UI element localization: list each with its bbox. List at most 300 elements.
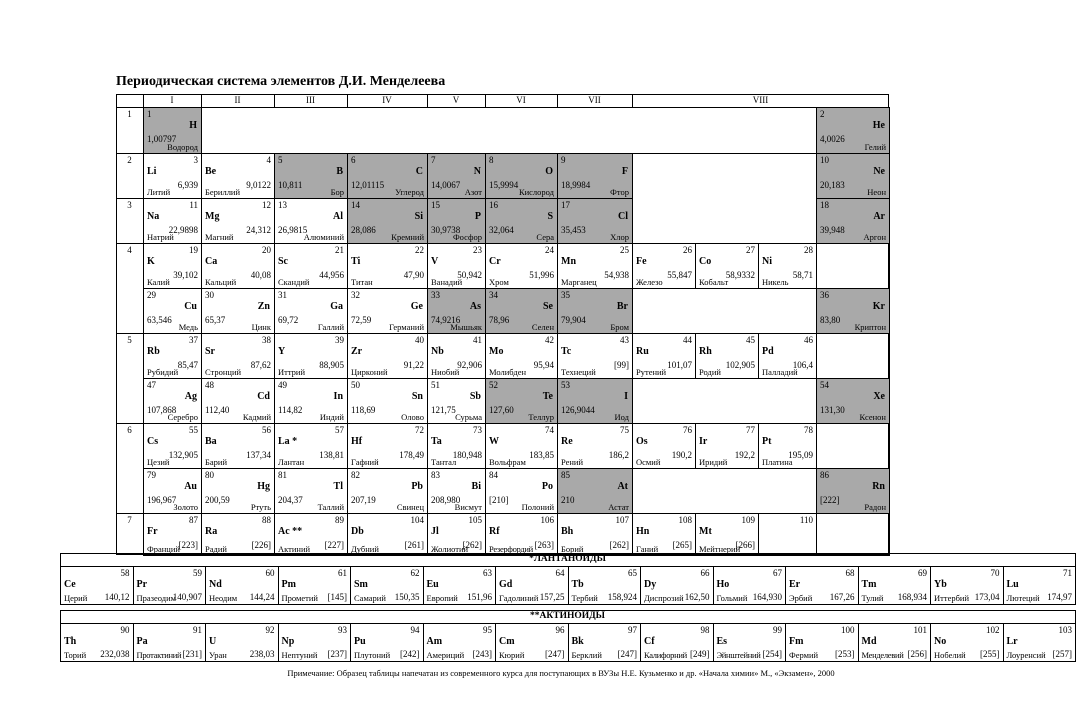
atomic-number: 92 bbox=[265, 625, 275, 635]
atomic-number: 28 bbox=[804, 245, 813, 255]
element-name: Сера bbox=[536, 232, 554, 242]
element-name: Индий bbox=[319, 412, 344, 422]
element-symbol: Cl bbox=[618, 211, 628, 222]
element-cell-db bbox=[347, 513, 428, 556]
atomic-mass: 174,97 bbox=[1047, 592, 1072, 602]
atomic-number: 55 bbox=[189, 425, 198, 435]
atomic-mass: 47,90 bbox=[403, 270, 424, 280]
f-element-sm bbox=[350, 566, 424, 605]
element-cell-be bbox=[201, 153, 275, 199]
element-cell-bh bbox=[557, 513, 633, 556]
element-name: Фтор bbox=[610, 187, 629, 197]
element-symbol: P bbox=[474, 211, 481, 222]
element-symbol: Mt bbox=[699, 526, 712, 537]
element-cell-mo bbox=[485, 333, 558, 379]
element-name: Празеодим bbox=[136, 593, 177, 603]
atomic-mass: [256] bbox=[907, 649, 927, 659]
atomic-number: 79 bbox=[147, 470, 156, 480]
element-symbol: Zn bbox=[257, 301, 270, 312]
atomic-number: 102 bbox=[986, 625, 1000, 635]
atomic-number: 34 bbox=[489, 290, 498, 300]
element-name: Америций bbox=[426, 650, 465, 660]
element-name: Барий bbox=[205, 457, 228, 467]
element-name: Франций bbox=[147, 544, 180, 554]
atomic-mass: [262] bbox=[462, 540, 482, 550]
element-symbol: Ir bbox=[699, 436, 708, 447]
element-cell-ba bbox=[201, 423, 275, 469]
atomic-number: 5 bbox=[278, 155, 283, 165]
element-name: Сурьма bbox=[455, 412, 482, 422]
element-symbol: Pa bbox=[136, 636, 148, 647]
element-symbol: Po bbox=[541, 481, 553, 492]
element-name: Эрбий bbox=[789, 593, 813, 603]
atomic-number: 50 bbox=[351, 380, 360, 390]
atomic-mass: 6,939 bbox=[177, 180, 198, 190]
atomic-number: 81 bbox=[278, 470, 287, 480]
atomic-number: 45 bbox=[746, 335, 755, 345]
element-symbol: Pd bbox=[762, 346, 774, 357]
element-symbol: Ag bbox=[184, 391, 197, 402]
element-symbol: Gd bbox=[499, 579, 513, 590]
element-symbol: Br bbox=[616, 301, 628, 312]
atomic-number: 88 bbox=[262, 515, 271, 525]
atomic-mass: 39,948 bbox=[820, 225, 845, 235]
atomic-mass: 192,2 bbox=[734, 450, 755, 460]
atomic-number: 8 bbox=[489, 155, 494, 165]
element-name: Фосфор bbox=[452, 232, 482, 242]
element-cell-he bbox=[816, 107, 890, 154]
period-number: 6 bbox=[127, 425, 132, 435]
element-symbol: W bbox=[489, 436, 499, 447]
atomic-mass: [226] bbox=[251, 540, 271, 550]
atomic-mass: 190,2 bbox=[671, 450, 692, 460]
element-symbol: No bbox=[934, 636, 947, 647]
element-cell-s bbox=[485, 198, 558, 244]
element-name: Натрий bbox=[147, 232, 174, 242]
element-symbol: Ru bbox=[636, 346, 649, 357]
atomic-number: 99 bbox=[773, 625, 782, 635]
element-name: Криптон bbox=[854, 322, 886, 332]
atomic-mass: 85,47 bbox=[177, 360, 198, 370]
atomic-mass: 208,980 bbox=[431, 495, 461, 505]
element-symbol: Te bbox=[542, 391, 553, 402]
element-name: Вольфрам bbox=[489, 457, 526, 467]
f-element-ho bbox=[713, 566, 787, 605]
atomic-number: 26 bbox=[683, 245, 692, 255]
atomic-number: 69 bbox=[918, 568, 927, 578]
atomic-mass: 79,904 bbox=[561, 315, 586, 325]
atomic-mass: 178,49 bbox=[399, 450, 424, 460]
element-symbol: Ce bbox=[64, 579, 76, 590]
element-symbol: Db bbox=[351, 526, 364, 537]
element-name: Ванадий bbox=[431, 277, 463, 287]
element-symbol: Au bbox=[184, 481, 197, 492]
element-symbol: Rb bbox=[147, 346, 160, 357]
element-symbol: Ba bbox=[205, 436, 217, 447]
atomic-number: 40 bbox=[415, 335, 424, 345]
element-name: Плутоний bbox=[354, 650, 391, 660]
element-cell-rh bbox=[695, 333, 759, 379]
atomic-number: 52 bbox=[489, 380, 498, 390]
element-name: Радий bbox=[205, 544, 227, 554]
atomic-mass: 10,811 bbox=[278, 180, 303, 190]
element-name: Свинец bbox=[396, 502, 424, 512]
atomic-number: 91 bbox=[193, 625, 202, 635]
atomic-mass: 137,34 bbox=[246, 450, 271, 460]
element-cell-at bbox=[557, 468, 633, 514]
element-cell-ni bbox=[758, 243, 817, 289]
atomic-number: 95 bbox=[483, 625, 492, 635]
empty-area-p6-viii bbox=[816, 423, 890, 469]
element-symbol: Cu bbox=[184, 301, 197, 312]
element-name: Европий bbox=[426, 593, 458, 603]
atomic-mass: 22,9898 bbox=[168, 225, 198, 235]
atomic-number: 10 bbox=[820, 155, 829, 165]
element-name: Актиний bbox=[278, 544, 311, 554]
atomic-number: 56 bbox=[262, 425, 271, 435]
period-number: 2 bbox=[127, 155, 132, 165]
f-element-er bbox=[785, 566, 859, 605]
element-name: Кислород bbox=[518, 187, 554, 197]
element-name: Водород bbox=[167, 142, 198, 152]
atomic-mass: 180,948 bbox=[452, 450, 482, 460]
element-symbol: Be bbox=[205, 166, 217, 177]
element-symbol: K bbox=[147, 256, 155, 267]
atomic-mass: 63,546 bbox=[147, 315, 172, 325]
element-cell-h bbox=[143, 107, 202, 154]
element-name: Кобальт bbox=[699, 277, 729, 287]
element-symbol: Ga bbox=[330, 301, 343, 312]
element-name: Углерод bbox=[395, 187, 424, 197]
atomic-mass: 12,01115 bbox=[351, 180, 385, 190]
element-symbol: Tl bbox=[333, 481, 343, 492]
group-header-divider bbox=[632, 94, 633, 107]
empty-area-p2-3 bbox=[632, 153, 817, 244]
group-header: VIII bbox=[752, 95, 769, 105]
element-symbol: Bk bbox=[571, 636, 584, 647]
atomic-number: 48 bbox=[205, 380, 214, 390]
atomic-number: 57 bbox=[335, 425, 344, 435]
atomic-mass: 112,40 bbox=[205, 405, 230, 415]
atomic-number: 101 bbox=[913, 625, 927, 635]
element-cell-p bbox=[427, 198, 486, 244]
element-name: Иттрий bbox=[278, 367, 306, 377]
element-name: Родий bbox=[699, 367, 721, 377]
atomic-mass: [231] bbox=[182, 649, 202, 659]
element-symbol: Lr bbox=[1006, 636, 1018, 647]
atomic-mass: 51,996 bbox=[529, 270, 554, 280]
element-name: Скандий bbox=[278, 277, 310, 287]
atomic-mass: 210 bbox=[561, 495, 575, 505]
element-cell-hf bbox=[347, 423, 428, 469]
atomic-number: 109 bbox=[741, 515, 755, 525]
element-symbol: As bbox=[469, 301, 481, 312]
element-cell-br bbox=[557, 288, 633, 334]
f-element-eu bbox=[423, 566, 497, 605]
atomic-mass: 9,0122 bbox=[246, 180, 271, 190]
empty-area-p4-viii bbox=[816, 243, 890, 289]
element-name: Самарий bbox=[354, 593, 386, 603]
element-symbol: Kr bbox=[872, 301, 885, 312]
atomic-mass: [223] bbox=[178, 540, 198, 550]
atomic-mass: 32,064 bbox=[489, 225, 514, 235]
group-header: III bbox=[306, 95, 315, 105]
atomic-number: 78 bbox=[804, 425, 813, 435]
atomic-number: 104 bbox=[410, 515, 424, 525]
element-cell-pb bbox=[347, 468, 428, 514]
element-cell-po bbox=[485, 468, 558, 514]
element-symbol: Os bbox=[636, 436, 648, 447]
f-element-bk bbox=[568, 623, 642, 662]
element-name: Церий bbox=[64, 593, 88, 603]
element-name: Серебро bbox=[167, 412, 198, 422]
atomic-mass: 50,942 bbox=[457, 270, 482, 280]
element-cell-hg bbox=[201, 468, 275, 514]
f-element-ce bbox=[60, 566, 134, 605]
atomic-mass: [247] bbox=[617, 649, 637, 659]
element-cell-al bbox=[274, 198, 348, 244]
group-header: I bbox=[170, 95, 174, 105]
element-symbol: Ti bbox=[351, 256, 361, 267]
atomic-number: 107 bbox=[615, 515, 629, 525]
element-symbol: Jl bbox=[431, 526, 439, 537]
element-cell-la bbox=[274, 423, 348, 469]
element-symbol: Es bbox=[716, 636, 728, 647]
element-name: Палладий bbox=[762, 367, 798, 377]
element-name: Ганий bbox=[636, 544, 659, 554]
atomic-mass: 140,12 bbox=[104, 592, 130, 602]
atomic-mass: 88,905 bbox=[319, 360, 344, 370]
atomic-number: 16 bbox=[489, 200, 498, 210]
element-cell-o bbox=[485, 153, 558, 199]
element-cell-kr bbox=[816, 288, 890, 334]
atomic-mass: 167,26 bbox=[829, 592, 855, 602]
element-cell-cs bbox=[143, 423, 202, 469]
element-cell-sc bbox=[274, 243, 348, 289]
atomic-number: 46 bbox=[804, 335, 813, 345]
f-block-label: *ЛАНТАНОИДЫ bbox=[529, 554, 606, 564]
element-symbol: Sm bbox=[354, 579, 368, 590]
atomic-number: 67 bbox=[773, 568, 782, 578]
element-symbol: U bbox=[209, 636, 217, 647]
element-symbol: Np bbox=[281, 636, 295, 647]
element-cell-pt bbox=[758, 423, 817, 469]
element-cell-ar bbox=[816, 198, 890, 244]
element-symbol: Th bbox=[64, 636, 77, 647]
f-element-pu bbox=[350, 623, 424, 662]
element-symbol: Se bbox=[543, 301, 553, 312]
atomic-number: 1 bbox=[147, 109, 152, 119]
element-name: Рубидий bbox=[147, 367, 179, 377]
element-cell-ti bbox=[347, 243, 428, 289]
element-name: Никель bbox=[762, 277, 789, 287]
element-symbol: Pt bbox=[762, 436, 772, 447]
element-name: Иттербий bbox=[934, 593, 970, 603]
element-name: Висмут bbox=[454, 502, 482, 512]
atomic-mass: [227] bbox=[324, 540, 344, 550]
atomic-number: 83 bbox=[431, 470, 440, 480]
element-name: Магний bbox=[205, 232, 234, 242]
atomic-mass: [249] bbox=[690, 649, 710, 659]
element-cell-re bbox=[557, 423, 633, 469]
element-name: Селен bbox=[531, 322, 554, 332]
element-name: Нептуний bbox=[281, 650, 318, 660]
atomic-mass: 39,102 bbox=[173, 270, 198, 280]
atomic-number: 87 bbox=[189, 515, 198, 525]
atomic-number: 103 bbox=[1058, 625, 1072, 635]
element-symbol: Zr bbox=[351, 346, 363, 357]
element-symbol: Nb bbox=[431, 346, 444, 357]
atomic-mass: 132,905 bbox=[168, 450, 198, 460]
element-symbol: Re bbox=[561, 436, 573, 447]
atomic-number: 18 bbox=[820, 200, 829, 210]
atomic-mass: 121,75 bbox=[431, 405, 456, 415]
element-name: Хлор bbox=[610, 232, 629, 242]
element-name: Теллур bbox=[528, 412, 554, 422]
element-symbol: Fe bbox=[636, 256, 647, 267]
atomic-mass: 14,0067 bbox=[431, 180, 461, 190]
element-cell-na bbox=[143, 198, 202, 244]
atomic-mass: 44,956 bbox=[319, 270, 344, 280]
element-cell-cl bbox=[557, 198, 633, 244]
element-symbol: Md bbox=[861, 636, 877, 647]
element-symbol: Xe bbox=[873, 391, 885, 402]
atomic-number: 90 bbox=[120, 625, 130, 635]
element-symbol: Hn bbox=[636, 526, 650, 537]
atomic-number: 4 bbox=[266, 155, 271, 165]
element-symbol: Na bbox=[147, 211, 160, 222]
element-name: Бериллий bbox=[205, 187, 241, 197]
period-separator bbox=[116, 423, 143, 424]
period-number: 7 bbox=[127, 515, 132, 525]
element-name: Лоуренсий bbox=[1006, 650, 1046, 660]
atomic-number: 110 bbox=[799, 515, 813, 525]
atomic-mass: 24,312 bbox=[246, 225, 271, 235]
element-name: Кремний bbox=[391, 232, 424, 242]
f-element-dy bbox=[640, 566, 714, 605]
element-cell-ne bbox=[816, 153, 890, 199]
element-name: Торий bbox=[64, 650, 87, 660]
element-symbol: Cs bbox=[147, 436, 159, 447]
element-cell-ac bbox=[274, 513, 348, 556]
element-name: Кальций bbox=[205, 277, 237, 287]
atomic-mass: 168,934 bbox=[897, 592, 927, 602]
atomic-number: 63 bbox=[483, 568, 492, 578]
atomic-number: 23 bbox=[473, 245, 482, 255]
element-name: Уран bbox=[209, 650, 227, 660]
element-name: Цинк bbox=[251, 322, 271, 332]
element-name: Тулий bbox=[861, 593, 884, 603]
element-cell-ru bbox=[632, 333, 696, 379]
element-cell-c bbox=[347, 153, 428, 199]
element-name: Протактиний bbox=[136, 650, 182, 660]
period-number: 1 bbox=[127, 109, 132, 119]
atomic-mass: 83,80 bbox=[820, 315, 841, 325]
atomic-mass: [243] bbox=[472, 649, 492, 659]
element-symbol: Tb bbox=[571, 579, 584, 590]
element-cell-ir bbox=[695, 423, 759, 469]
group-header-divider bbox=[485, 94, 486, 107]
element-symbol: Hg bbox=[257, 481, 270, 492]
element-cell-cr bbox=[485, 243, 558, 289]
element-name: Диспрозий bbox=[644, 593, 684, 603]
element-symbol: I bbox=[624, 391, 628, 402]
atomic-mass: 196,967 bbox=[147, 495, 177, 505]
f-element-cf bbox=[640, 623, 714, 662]
f-element-th bbox=[60, 623, 134, 662]
element-cell-ta bbox=[427, 423, 486, 469]
element-cell-li bbox=[143, 153, 202, 199]
element-name: Литий bbox=[147, 187, 171, 197]
atomic-number: 106 bbox=[540, 515, 554, 525]
element-name: Мейтнерий bbox=[699, 544, 741, 554]
atomic-mass: 15,9994 bbox=[489, 180, 519, 190]
atomic-number: 32 bbox=[351, 290, 360, 300]
element-name: Бор bbox=[330, 187, 344, 197]
f-element-yb bbox=[930, 566, 1004, 605]
atomic-number: 12 bbox=[262, 200, 271, 210]
element-symbol: Fr bbox=[147, 526, 158, 537]
element-symbol: Mo bbox=[489, 346, 504, 357]
element-name: Олово bbox=[401, 412, 424, 422]
element-cell-ra bbox=[201, 513, 275, 556]
element-name: Жолиотий bbox=[431, 544, 469, 554]
element-cell-n bbox=[427, 153, 486, 199]
element-symbol: Li bbox=[147, 166, 157, 177]
element-symbol: Lu bbox=[1006, 579, 1019, 590]
element-symbol: Cd bbox=[257, 391, 270, 402]
group-header-divider bbox=[201, 94, 202, 107]
atomic-number: 7 bbox=[431, 155, 436, 165]
atomic-mass: 118,69 bbox=[351, 405, 376, 415]
atomic-number: 15 bbox=[431, 200, 440, 210]
element-symbol: La * bbox=[278, 436, 298, 447]
element-name: Тербий bbox=[571, 593, 598, 603]
f-element-nd bbox=[205, 566, 279, 605]
period-separator bbox=[116, 243, 143, 244]
element-symbol: Cm bbox=[499, 636, 515, 647]
atomic-mass: 173,04 bbox=[974, 592, 1000, 602]
atomic-mass: 164,930 bbox=[752, 592, 782, 602]
element-name: Рутений bbox=[636, 367, 667, 377]
atomic-mass: 238,03 bbox=[249, 649, 275, 659]
atomic-mass: 95,94 bbox=[533, 360, 554, 370]
atomic-number: 22 bbox=[415, 245, 424, 255]
atomic-mass: 92,906 bbox=[457, 360, 482, 370]
element-name: Золото bbox=[173, 502, 198, 512]
element-cell-v bbox=[427, 243, 486, 289]
element-cell-mn bbox=[557, 243, 633, 289]
atomic-number: 30 bbox=[205, 290, 214, 300]
element-name: Цезий bbox=[147, 457, 170, 467]
element-name: Калий bbox=[147, 277, 170, 287]
element-symbol: Sb bbox=[469, 391, 481, 402]
atomic-mass: [265] bbox=[672, 540, 692, 550]
period-separator bbox=[116, 153, 143, 154]
atomic-number: 72 bbox=[415, 425, 424, 435]
element-cell-fe bbox=[632, 243, 696, 289]
element-cell-zn bbox=[201, 288, 275, 334]
atomic-number: 66 bbox=[700, 568, 710, 578]
element-cell-b bbox=[274, 153, 348, 199]
element-name: Берклий bbox=[571, 650, 602, 660]
element-name: Таллий bbox=[317, 502, 344, 512]
f-element-gd bbox=[495, 566, 569, 605]
atomic-number: 108 bbox=[678, 515, 692, 525]
element-symbol: C bbox=[415, 166, 423, 177]
element-name: Прометий bbox=[281, 593, 318, 603]
page-title: Периодическая система элементов Д.И. Менделеева bbox=[116, 74, 446, 89]
